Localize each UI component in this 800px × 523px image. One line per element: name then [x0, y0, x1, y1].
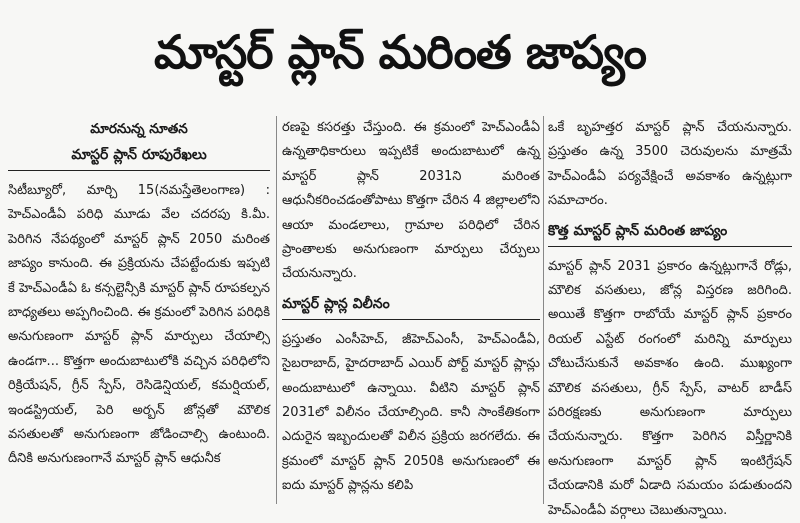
- headline: మాస్టర్ ప్లాన్ మరింత జాప్యం: [153, 25, 646, 79]
- column-3-body-1: ఒకే బృహత్తర మాస్టర్ ప్లాన్ చేయనున్నారు. ప్రస్తుతం ఉన్న 3500 చెరువులను మాత్రమే హెచ్ఎండీఏ పర్యవేక్షించే అవకాశం ఉన్నట్లుగా సమాచారం.: [548, 120, 792, 209]
- column-2-body-2: ప్రస్తుతం ఎంసీహెచ్, జీహెచ్ఎంసీ, హెచ్ఎండీఏ, సైబరాబాద్, హైదరాబాద్ ఎయిర్ పోర్ట్ మాస్టర్ ప్లాన్లు అందుబాటులో ఉన్నాయి. వీటిని మాస్టర్ ప్లాన్ 2031లో విలీనం చేయాల్సింది. కానీ సాంకేతికంగా ఎదురైన ఇబ్బందులతో విలీన ప్రక్రియ జరగలేదు. ఈ క్రమంలో మాస్టర్ ప్లాన్ 2050కి అనుగుణంలో ఈ ఐదు మాస్టర్ ప్లాన్లను కలిపి: [282, 331, 540, 494]
- column-1-text: హెచ్ఎండీఏ పరిధి మూడు వేల చదరపు కి.మీ. పెరిగిన నేపథ్యంలో మాస్టర్ ప్లాన్ 2050 మరింత జాప్యం కానుంది. ఈ ప్రక్రియను చేపట్టేందుకు ఇప్పటి కే హెచ్ఎండీఏ ఓ కన్సల్టెన్సీకి మాస్టర్ ప్లాన్ రూపకల్పన బాధ్యతలు అప్పగించింది. ఈ క్రమంలో పెరిగిన పరిధికి అనుగుణంగా మాస్టర్ ప్లాన్ మార్పులు చేయాల్సి ఉండగా... కొత్తగా అందుబాటులోకి వచ్చిన పరిధిలోని రిక్రియేషన్, గ్రీన్ స్పేస్, రెసిడెన్షియల్, కమర్షియల్, ఇండస్ట్రియల్, పెరి అర్బన్ జోన్లతో మౌలిక వసతులతో అనుగుణంగా జోడించాల్సి ఉంటుంది. దీనికి అనుగుణంగానే మాస్టర్ ప్లాన్ ఆధునీక: [8, 207, 270, 467]
- column-2: [282, 116, 540, 510]
- column-3-body-2: మాస్టర్ ప్లాన్ 2031 ప్రకారం ఉన్నట్లుగానే రోడ్లు, మౌలిక వసతులు, జోన్ల విస్తరణ జరిగింది. అయితే కొత్తగా రాబోయే మాస్టర్ ప్లాన్ ప్రకారం రియల్ ఎస్టేట్ రంగంలో మరిన్ని మార్పులు చోటుచేసుకునే అవకాశం ఉంది. ముఖ్యంగా మౌలిక వసతులు, గ్రీన్ స్పేస్, వాటర్ బాడీస్ పరిరక్షణకు అనుగుణంగా మార్పులు చేయనున్నారు. కొత్తగా పెరిగిన విస్తీర్ణానికి అనుగుణంగా మాస్టర్ ప్లాన్ ఇంటిగ్రేషన్ చేయడానికి మరో ఏడాది సమయం పడుతుందని హెచ్ఎండీఏ వర్గాలు చెబుతున్నాయి.: [548, 258, 792, 518]
- column-1-body: [8, 179, 270, 472]
- dateline: సిటీబ్యూరో, మార్చి 15(నమస్తేతెలంగాణ) :: [8, 183, 270, 198]
- subhead-new-master-plan-delay: కొత్త మాస్టర్ ప్లాన్ మరింత జాప్యం: [548, 218, 792, 247]
- column-divider: [276, 116, 277, 504]
- column-divider: [543, 116, 544, 504]
- column-1: [8, 116, 270, 510]
- subhead-master-plan-outline: మాస్టర్ ప్లాన్ రూపురేఖలు: [8, 142, 270, 171]
- kicker: మారనున్న నూతన: [90, 121, 188, 137]
- column-2-body-1: రణపై కసరత్తు చేస్తుంది. ఈ క్రమంలో హెచ్ఎండీఏ ఉన్నతాధికారులు ఇప్పటికే అందుబాటులో ఉన్న మాస్టర్ ప్లాన్ 2031ని మరింత ఆధునీకరించడంతోపాటు కొత్తగా చేరిన 4 జిల్లాలలోని ఆయా మండలాలు, గ్రామాల పరిధిలో చేరిన ప్రాంతాలకు అనుగుణంగా మార్పులు చేర్పులు చేయనున్నారు.: [282, 120, 540, 282]
- column-3: [548, 116, 792, 518]
- subhead-master-plans-merger: మాస్టర్ ప్లాన్ల విలీనం: [282, 291, 540, 320]
